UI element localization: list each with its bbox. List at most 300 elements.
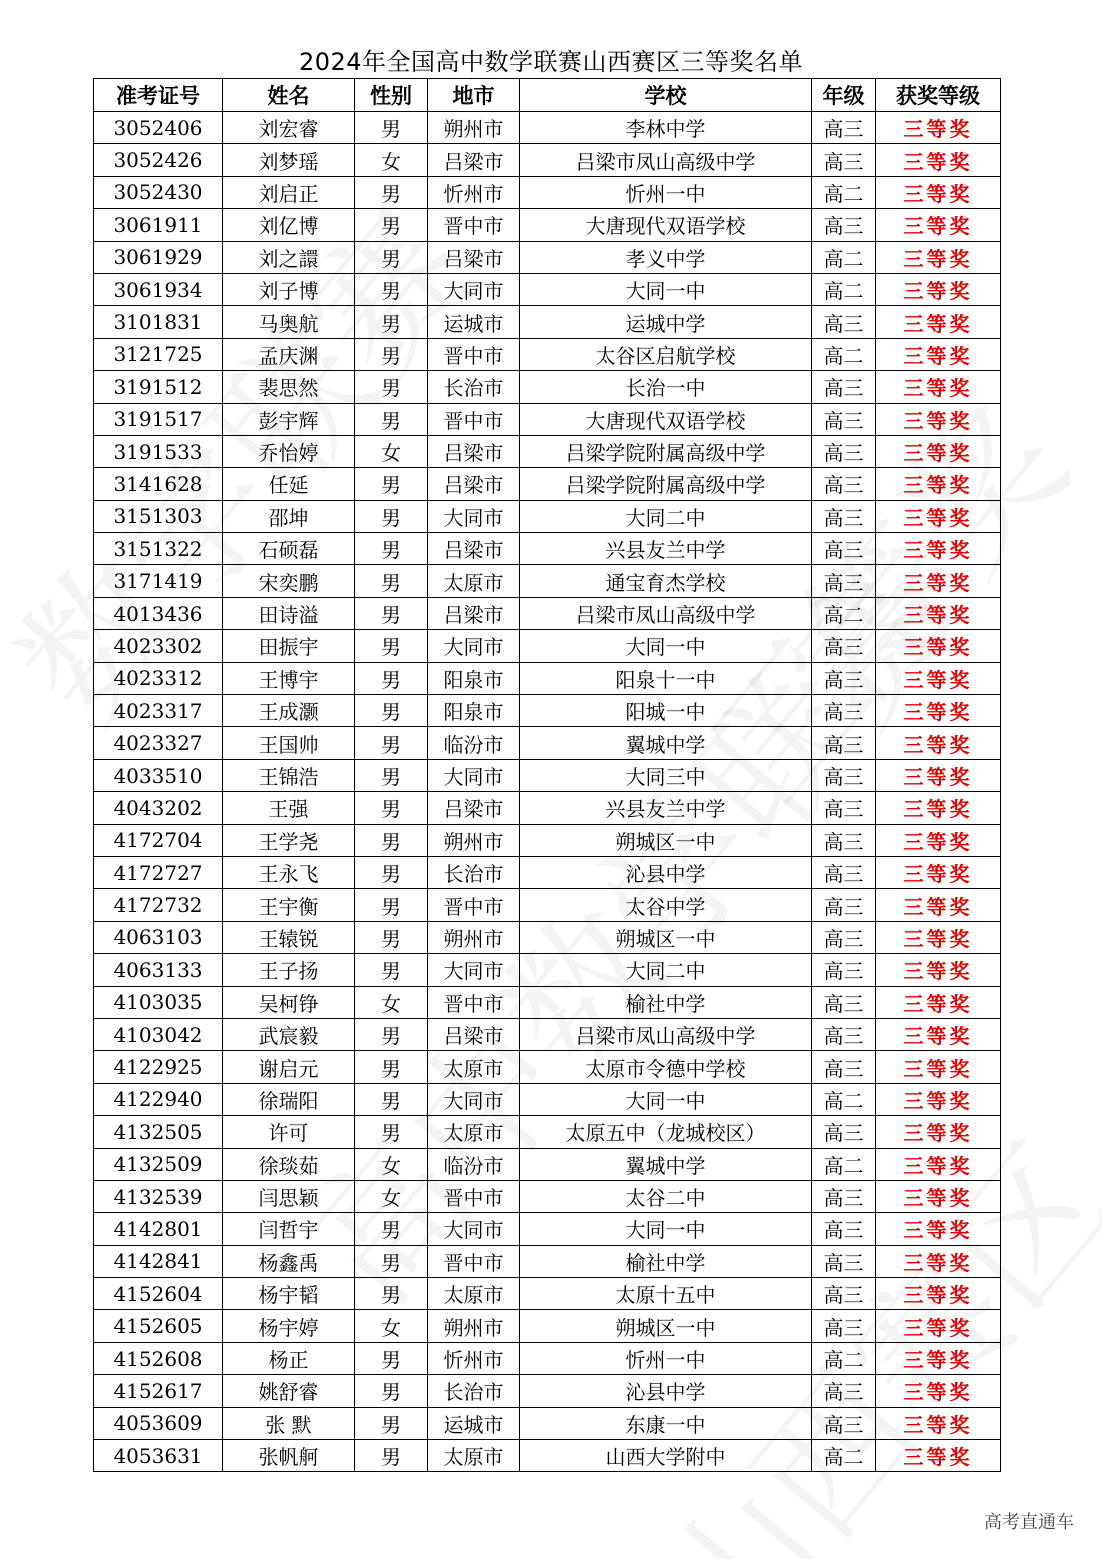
- cell-award: 三等奖: [876, 1180, 1001, 1212]
- cell-grade: 高三: [812, 533, 876, 565]
- cell-grade: 高二: [812, 597, 876, 629]
- cell-school: 阳城一中: [520, 695, 812, 727]
- header-gender: 性别: [355, 79, 428, 112]
- cell-award: 三等奖: [876, 1018, 1001, 1050]
- cell-id: 4023317: [94, 695, 223, 727]
- cell-name: 王强: [223, 792, 355, 824]
- page-title: 2024年全国高中数学联赛山西赛区三等奖名单: [298, 48, 804, 76]
- cell-gender: 男: [355, 241, 428, 273]
- header-grade: 年级: [812, 79, 876, 112]
- cell-grade: 高三: [812, 630, 876, 662]
- cell-name: 许可: [223, 1116, 355, 1148]
- cell-award: 三等奖: [876, 144, 1001, 176]
- cell-id: 4142841: [94, 1245, 223, 1277]
- cell-city: 大同市: [428, 500, 520, 532]
- cell-grade: 高二: [812, 1440, 876, 1472]
- cell-city: 运城市: [428, 1407, 520, 1439]
- cell-grade: 高三: [812, 954, 876, 986]
- table-row: [94, 468, 1001, 500]
- cell-school: 阳泉十一中: [520, 662, 812, 694]
- cell-id: 4152617: [94, 1375, 223, 1407]
- table-row: [94, 921, 1001, 953]
- cell-name: 王国帅: [223, 727, 355, 759]
- cell-name: 杨宇韬: [223, 1278, 355, 1310]
- cell-name: 任延: [223, 468, 355, 500]
- cell-name: 刘梦瑶: [223, 144, 355, 176]
- cell-gender: 男: [355, 921, 428, 953]
- cell-gender: 男: [355, 533, 428, 565]
- cell-school: 太原十五中: [520, 1278, 812, 1310]
- cell-city: 忻州市: [428, 176, 520, 208]
- cell-award: 三等奖: [876, 500, 1001, 532]
- cell-school: 兴县友兰中学: [520, 792, 812, 824]
- table-row: [94, 1051, 1001, 1083]
- cell-id: 4043202: [94, 792, 223, 824]
- table-row: [94, 1440, 1001, 1472]
- cell-city: 吕梁市: [428, 1018, 520, 1050]
- cell-id: 3052406: [94, 112, 223, 144]
- header-id: 准考证号: [94, 79, 223, 112]
- cell-award: 三等奖: [876, 468, 1001, 500]
- table-row: [94, 1018, 1001, 1050]
- table-row: [94, 306, 1001, 338]
- table-row: [94, 500, 1001, 532]
- table-row: [94, 371, 1001, 403]
- table-header-row: [94, 79, 1001, 112]
- cell-id: 3061911: [94, 209, 223, 241]
- cell-gender: 男: [355, 403, 428, 435]
- cell-city: 太原市: [428, 1278, 520, 1310]
- cell-id: 4172727: [94, 856, 223, 888]
- cell-grade: 高三: [812, 435, 876, 467]
- cell-award: 三等奖: [876, 662, 1001, 694]
- cell-name: 徐瑞阳: [223, 1083, 355, 1115]
- cell-name: 杨鑫禹: [223, 1245, 355, 1277]
- cell-gender: 男: [355, 112, 428, 144]
- table-row: [94, 1342, 1001, 1374]
- cell-grade: 高二: [812, 338, 876, 370]
- cell-grade: 高三: [812, 209, 876, 241]
- cell-school: 翼城中学: [520, 1148, 812, 1180]
- table-row: [94, 241, 1001, 273]
- cell-school: 太谷二中: [520, 1180, 812, 1212]
- cell-grade: 高三: [812, 824, 876, 856]
- cell-name: 杨宇婷: [223, 1310, 355, 1342]
- cell-name: 刘宏睿: [223, 112, 355, 144]
- table-row: [94, 338, 1001, 370]
- cell-school: 翼城中学: [520, 727, 812, 759]
- cell-name: 刘子博: [223, 273, 355, 305]
- cell-gender: 男: [355, 1342, 428, 1374]
- cell-award: 三等奖: [876, 1407, 1001, 1439]
- table-row: [94, 889, 1001, 921]
- cell-grade: 高三: [812, 306, 876, 338]
- cell-city: 晋中市: [428, 986, 520, 1018]
- cell-school: 太原市令德中学校: [520, 1051, 812, 1083]
- cell-award: 三等奖: [876, 727, 1001, 759]
- cell-school: 太谷中学: [520, 889, 812, 921]
- cell-gender: 男: [355, 209, 428, 241]
- cell-gender: 男: [355, 630, 428, 662]
- cell-school: 李林中学: [520, 112, 812, 144]
- cell-award: 三等奖: [876, 597, 1001, 629]
- cell-name: 王博宇: [223, 662, 355, 694]
- cell-award: 三等奖: [876, 759, 1001, 791]
- cell-name: 杨正: [223, 1342, 355, 1374]
- cell-gender: 男: [355, 1375, 428, 1407]
- cell-school: 山西大学附中: [520, 1440, 812, 1472]
- cell-id: 4023312: [94, 662, 223, 694]
- cell-grade: 高三: [812, 500, 876, 532]
- cell-gender: 男: [355, 889, 428, 921]
- cell-name: 刘亿博: [223, 209, 355, 241]
- cell-city: 太原市: [428, 565, 520, 597]
- cell-award: 三等奖: [876, 792, 1001, 824]
- cell-gender: 男: [355, 856, 428, 888]
- table-row: [94, 273, 1001, 305]
- table-row: [94, 565, 1001, 597]
- cell-award: 三等奖: [876, 565, 1001, 597]
- cell-city: 晋中市: [428, 338, 520, 370]
- cell-grade: 高三: [812, 1375, 876, 1407]
- cell-grade: 高三: [812, 144, 876, 176]
- header-city: 地市: [428, 79, 520, 112]
- cell-school: 通宝育杰学校: [520, 565, 812, 597]
- cell-award: 三等奖: [876, 856, 1001, 888]
- cell-school: 朔城区一中: [520, 824, 812, 856]
- cell-school: 榆社中学: [520, 1245, 812, 1277]
- cell-grade: 高三: [812, 792, 876, 824]
- cell-award: 三等奖: [876, 1310, 1001, 1342]
- cell-school: 大同三中: [520, 759, 812, 791]
- cell-award: 三等奖: [876, 241, 1001, 273]
- cell-school: 大同一中: [520, 1213, 812, 1245]
- cell-gender: 女: [355, 986, 428, 1018]
- cell-name: 刘启正: [223, 176, 355, 208]
- cell-id: 3061929: [94, 241, 223, 273]
- cell-name: 张帆舸: [223, 1440, 355, 1472]
- cell-name: 闫哲宇: [223, 1213, 355, 1245]
- cell-city: 大同市: [428, 273, 520, 305]
- cell-name: 闫思颖: [223, 1180, 355, 1212]
- cell-award: 三等奖: [876, 824, 1001, 856]
- cell-gender: 女: [355, 1180, 428, 1212]
- cell-city: 长治市: [428, 1375, 520, 1407]
- cell-award: 三等奖: [876, 338, 1001, 370]
- cell-name: 刘之譞: [223, 241, 355, 273]
- cell-award: 三等奖: [876, 209, 1001, 241]
- cell-grade: 高三: [812, 921, 876, 953]
- cell-name: 王宇衡: [223, 889, 355, 921]
- cell-school: 大同一中: [520, 630, 812, 662]
- cell-gender: 男: [355, 1278, 428, 1310]
- cell-gender: 女: [355, 144, 428, 176]
- cell-id: 3171419: [94, 565, 223, 597]
- cell-city: 晋中市: [428, 889, 520, 921]
- cell-id: 4023327: [94, 727, 223, 759]
- cell-city: 阳泉市: [428, 695, 520, 727]
- cell-city: 大同市: [428, 759, 520, 791]
- cell-grade: 高三: [812, 565, 876, 597]
- footer-watermark-text: 高考直通车: [984, 1512, 1074, 1533]
- table-row: [94, 1245, 1001, 1277]
- cell-gender: 女: [355, 1310, 428, 1342]
- cell-city: 大同市: [428, 630, 520, 662]
- cell-grade: 高二: [812, 176, 876, 208]
- table-row: [94, 209, 1001, 241]
- table-row: [94, 1375, 1001, 1407]
- cell-school: 大同二中: [520, 500, 812, 532]
- table-row: [94, 824, 1001, 856]
- cell-gender: 男: [355, 759, 428, 791]
- cell-name: 王学尧: [223, 824, 355, 856]
- cell-grade: 高二: [812, 1148, 876, 1180]
- cell-name: 乔怡婷: [223, 435, 355, 467]
- cell-city: 吕梁市: [428, 468, 520, 500]
- cell-id: 3061934: [94, 273, 223, 305]
- cell-award: 三等奖: [876, 306, 1001, 338]
- cell-award: 三等奖: [876, 1342, 1001, 1374]
- cell-school: 吕梁市凤山高级中学: [520, 144, 812, 176]
- cell-grade: 高二: [812, 241, 876, 273]
- cell-name: 马奥航: [223, 306, 355, 338]
- table-row: [94, 1213, 1001, 1245]
- cell-gender: 男: [355, 338, 428, 370]
- cell-city: 长治市: [428, 856, 520, 888]
- cell-gender: 男: [355, 695, 428, 727]
- cell-award: 三等奖: [876, 1148, 1001, 1180]
- header-name: 姓名: [223, 79, 355, 112]
- cell-gender: 男: [355, 468, 428, 500]
- cell-gender: 男: [355, 1440, 428, 1472]
- cell-gender: 男: [355, 662, 428, 694]
- cell-city: 吕梁市: [428, 144, 520, 176]
- cell-school: 大同二中: [520, 954, 812, 986]
- cell-id: 3191517: [94, 403, 223, 435]
- cell-gender: 女: [355, 1148, 428, 1180]
- cell-id: 4023302: [94, 630, 223, 662]
- cell-name: 宋奕鹏: [223, 565, 355, 597]
- cell-id: 3052430: [94, 176, 223, 208]
- table-row: [94, 954, 1001, 986]
- cell-gender: 男: [355, 306, 428, 338]
- cell-grade: 高三: [812, 1407, 876, 1439]
- cell-name: 田诗溢: [223, 597, 355, 629]
- cell-id: 4033510: [94, 759, 223, 791]
- cell-id: 3101831: [94, 306, 223, 338]
- cell-id: 4132539: [94, 1180, 223, 1212]
- cell-school: 运城中学: [520, 306, 812, 338]
- table-row: [94, 1278, 1001, 1310]
- cell-city: 吕梁市: [428, 435, 520, 467]
- cell-name: 裴思然: [223, 371, 355, 403]
- cell-id: 4152608: [94, 1342, 223, 1374]
- cell-gender: 男: [355, 954, 428, 986]
- cell-city: 长治市: [428, 371, 520, 403]
- header-school: 学校: [520, 79, 812, 112]
- header-award: 获奖等级: [876, 79, 1001, 112]
- cell-award: 三等奖: [876, 403, 1001, 435]
- award-table: [93, 78, 1001, 1472]
- cell-school: 吕梁市凤山高级中学: [520, 1018, 812, 1050]
- cell-school: 长治一中: [520, 371, 812, 403]
- table-row: [94, 435, 1001, 467]
- cell-school: 兴县友兰中学: [520, 533, 812, 565]
- cell-city: 朔州市: [428, 1310, 520, 1342]
- cell-city: 吕梁市: [428, 792, 520, 824]
- cell-award: 三等奖: [876, 273, 1001, 305]
- cell-grade: 高三: [812, 112, 876, 144]
- cell-id: 4132509: [94, 1148, 223, 1180]
- cell-id: 4172732: [94, 889, 223, 921]
- cell-school: 吕梁市凤山高级中学: [520, 597, 812, 629]
- cell-grade: 高三: [812, 1180, 876, 1212]
- cell-school: 朔城区一中: [520, 921, 812, 953]
- cell-city: 太原市: [428, 1051, 520, 1083]
- cell-gender: 男: [355, 176, 428, 208]
- cell-award: 三等奖: [876, 1213, 1001, 1245]
- cell-school: 东康一中: [520, 1407, 812, 1439]
- cell-award: 三等奖: [876, 1440, 1001, 1472]
- cell-award: 三等奖: [876, 1083, 1001, 1115]
- cell-gender: 男: [355, 1245, 428, 1277]
- table-row: [94, 759, 1001, 791]
- cell-grade: 高三: [812, 371, 876, 403]
- cell-city: 运城市: [428, 306, 520, 338]
- cell-city: 朔州市: [428, 824, 520, 856]
- cell-city: 临汾市: [428, 1148, 520, 1180]
- cell-grade: 高三: [812, 1310, 876, 1342]
- cell-award: 三等奖: [876, 954, 1001, 986]
- cell-city: 吕梁市: [428, 241, 520, 273]
- table-row: [94, 176, 1001, 208]
- cell-school: 忻州一中: [520, 1342, 812, 1374]
- cell-award: 三等奖: [876, 1375, 1001, 1407]
- cell-name: 张 默: [223, 1407, 355, 1439]
- cell-gender: 男: [355, 1407, 428, 1439]
- cell-name: 彭宇辉: [223, 403, 355, 435]
- cell-award: 三等奖: [876, 435, 1001, 467]
- cell-name: 吴柯铮: [223, 986, 355, 1018]
- cell-award: 三等奖: [876, 533, 1001, 565]
- cell-grade: 高二: [812, 273, 876, 305]
- cell-gender: 男: [355, 1051, 428, 1083]
- cell-gender: 男: [355, 1213, 428, 1245]
- cell-id: 4152605: [94, 1310, 223, 1342]
- cell-gender: 男: [355, 792, 428, 824]
- table-row: [94, 1148, 1001, 1180]
- cell-city: 朔州市: [428, 112, 520, 144]
- cell-city: 吕梁市: [428, 533, 520, 565]
- cell-award: 三等奖: [876, 176, 1001, 208]
- cell-name: 王成灏: [223, 695, 355, 727]
- cell-id: 4013436: [94, 597, 223, 629]
- cell-school: 忻州一中: [520, 176, 812, 208]
- cell-award: 三等奖: [876, 1051, 1001, 1083]
- cell-id: 4063133: [94, 954, 223, 986]
- cell-name: 武宸毅: [223, 1018, 355, 1050]
- cell-award: 三等奖: [876, 1245, 1001, 1277]
- cell-school: 沁县中学: [520, 1375, 812, 1407]
- table-row: [94, 792, 1001, 824]
- cell-school: 沁县中学: [520, 856, 812, 888]
- table-row: [94, 1310, 1001, 1342]
- cell-award: 三等奖: [876, 986, 1001, 1018]
- cell-city: 大同市: [428, 1083, 520, 1115]
- cell-gender: 男: [355, 273, 428, 305]
- cell-name: 邵坤: [223, 500, 355, 532]
- cell-award: 三等奖: [876, 1116, 1001, 1148]
- table-row: [94, 1116, 1001, 1148]
- cell-name: 谢启元: [223, 1051, 355, 1083]
- cell-school: 朔城区一中: [520, 1310, 812, 1342]
- cell-name: 王子扬: [223, 954, 355, 986]
- table-row: [94, 1407, 1001, 1439]
- cell-city: 太原市: [428, 1116, 520, 1148]
- cell-name: 姚舒睿: [223, 1375, 355, 1407]
- cell-city: 晋中市: [428, 1180, 520, 1212]
- cell-id: 4122925: [94, 1051, 223, 1083]
- cell-grade: 高三: [812, 889, 876, 921]
- cell-city: 忻州市: [428, 1342, 520, 1374]
- cell-school: 大同一中: [520, 1083, 812, 1115]
- cell-id: 4132505: [94, 1116, 223, 1148]
- cell-grade: 高三: [812, 468, 876, 500]
- cell-grade: 高三: [812, 727, 876, 759]
- cell-grade: 高三: [812, 1116, 876, 1148]
- cell-id: 3052426: [94, 144, 223, 176]
- cell-grade: 高三: [812, 986, 876, 1018]
- cell-city: 大同市: [428, 1213, 520, 1245]
- cell-gender: 男: [355, 597, 428, 629]
- cell-school: 太原五中（龙城校区）: [520, 1116, 812, 1148]
- cell-id: 3121725: [94, 338, 223, 370]
- cell-school: 大唐现代双语学校: [520, 403, 812, 435]
- cell-id: 4053631: [94, 1440, 223, 1472]
- cell-name: 石硕磊: [223, 533, 355, 565]
- cell-city: 朔州市: [428, 921, 520, 953]
- cell-gender: 男: [355, 824, 428, 856]
- table-row: [94, 630, 1001, 662]
- cell-id: 4172704: [94, 824, 223, 856]
- cell-city: 晋中市: [428, 1245, 520, 1277]
- cell-school: 榆社中学: [520, 986, 812, 1018]
- cell-id: 4103035: [94, 986, 223, 1018]
- table-row: [94, 1083, 1001, 1115]
- cell-school: 吕梁学院附属高级中学: [520, 468, 812, 500]
- cell-school: 大唐现代双语学校: [520, 209, 812, 241]
- cell-school: 大同一中: [520, 273, 812, 305]
- cell-grade: 高三: [812, 759, 876, 791]
- cell-award: 三等奖: [876, 1278, 1001, 1310]
- cell-id: 3141628: [94, 468, 223, 500]
- cell-grade: 高二: [812, 1342, 876, 1374]
- cell-id: 3191533: [94, 435, 223, 467]
- cell-gender: 男: [355, 500, 428, 532]
- cell-award: 三等奖: [876, 889, 1001, 921]
- cell-gender: 男: [355, 565, 428, 597]
- table-row: [94, 856, 1001, 888]
- cell-name: 王锦浩: [223, 759, 355, 791]
- cell-city: 大同市: [428, 954, 520, 986]
- cell-name: 孟庆渊: [223, 338, 355, 370]
- cell-city: 太原市: [428, 1440, 520, 1472]
- cell-award: 三等奖: [876, 630, 1001, 662]
- cell-id: 4122940: [94, 1083, 223, 1115]
- cell-award: 三等奖: [876, 695, 1001, 727]
- table-row: [94, 112, 1001, 144]
- cell-gender: 男: [355, 1083, 428, 1115]
